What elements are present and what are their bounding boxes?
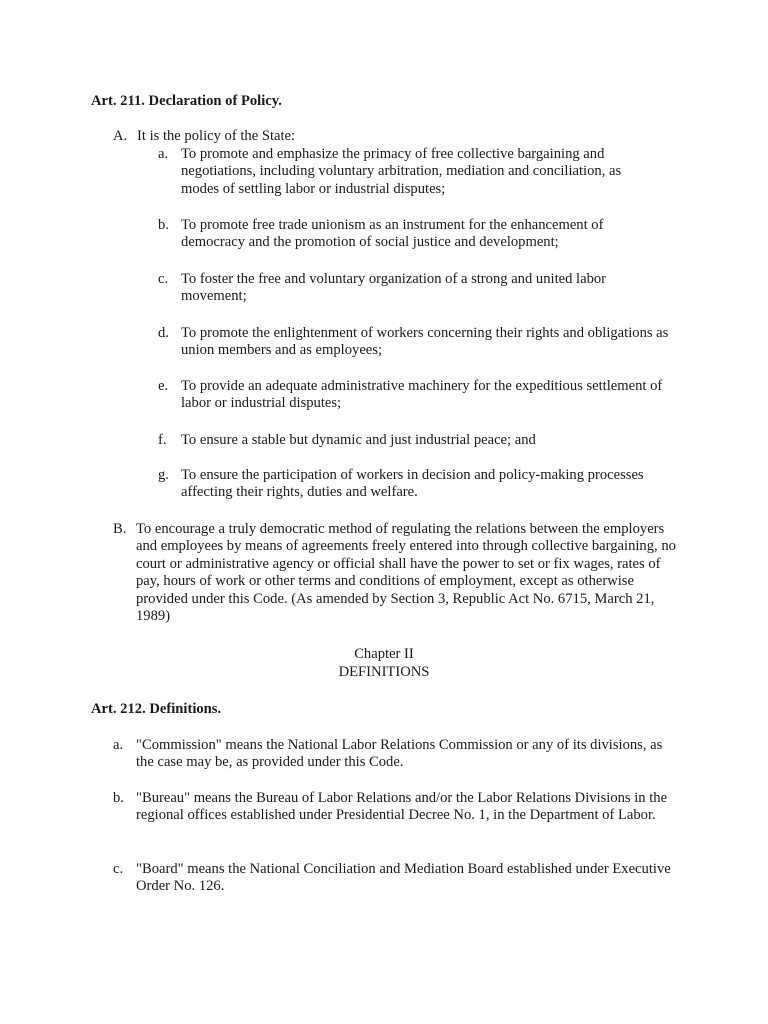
policy-item-g: [158, 467, 668, 502]
definition-item-marker: a.: [113, 737, 124, 753]
policy-item-marker: g.: [158, 467, 169, 483]
policy-item-text: To promote and emphasize the primacy of free collective bargaining and negotiations, including voluntary arbitration, mediation and conciliation, as modes of settling labor or industrial disputes;: [181, 146, 622, 197]
section-b-marker: B.: [113, 521, 127, 537]
policy-item-c: [158, 271, 650, 306]
policy-item-marker: c.: [158, 271, 169, 287]
policy-item-marker: f.: [158, 432, 167, 448]
policy-item-e: [158, 378, 668, 413]
definition-item-b: [113, 790, 671, 825]
policy-item-marker: d.: [158, 325, 169, 341]
definition-item-a: [113, 737, 675, 772]
definition-item-marker: c.: [113, 861, 124, 877]
policy-item-marker: a.: [158, 146, 169, 162]
article-211-heading: Art. 211. Declaration of Policy.: [91, 93, 282, 109]
policy-item-text: To promote free trade unionism as an instrument for the enhancement of democracy and the promotion of social justice and development;: [181, 217, 604, 251]
section-b-text: To encourage a truly democratic method of regulating the relations between the employers and employees by means of agreements freely entered into through collective bargaining, no court or administrative agency or official shall have the power to set or fix wages, rates of pay, hours of work or other terms and conditions of employment, except as otherwise provided under this Code. (As amended by Section 3, Republic Act No. 6715, March 21, 1989): [136, 521, 676, 625]
definition-item-text: "Board" means the National Conciliation and Mediation Board established under Executive Order No. 126.: [136, 861, 671, 895]
policy-item-marker: e.: [158, 378, 169, 394]
policy-item-a: [158, 146, 650, 198]
definition-item-text: "Commission" means the National Labor Relations Commission or any of its divisions, as the case may be, as provided under this Code.: [136, 737, 663, 771]
section-b: [113, 521, 676, 625]
definition-item-marker: b.: [113, 790, 124, 806]
policy-item-text: To ensure a stable but dynamic and just industrial peace; and: [181, 432, 536, 448]
policy-item-text: To promote the enlightenment of workers concerning their rights and obligations as union members and as employees;: [181, 325, 669, 359]
policy-item-text: To foster the free and voluntary organization of a strong and united labor movement;: [181, 271, 607, 305]
policy-item-text: To ensure the participation of workers in decision and policy-making processes affecting their rights, duties and welfare.: [181, 467, 644, 501]
article-212-heading: Art. 212. Definitions.: [91, 701, 222, 717]
policy-item-d: [158, 325, 674, 360]
section-a: [113, 128, 653, 145]
chapter-title: DEFINITIONS: [338, 664, 430, 680]
chapter-number: Chapter II: [354, 646, 414, 662]
policy-item-marker: b.: [158, 217, 169, 233]
definition-item-c: [113, 861, 675, 896]
definition-item-text: "Bureau" means the Bureau of Labor Relations and/or the Labor Relations Divisions in the regional offices established under Presidential Decree No. 1, in the Department of Labor.: [136, 790, 668, 824]
policy-item-b: [158, 217, 650, 252]
section-a-marker: A.: [113, 128, 128, 144]
section-a-intro: It is the policy of the State:: [137, 128, 296, 144]
policy-item-f: [158, 432, 668, 449]
policy-item-text: To provide an adequate administrative machinery for the expeditious settlement of labor or industrial disputes;: [181, 378, 663, 412]
